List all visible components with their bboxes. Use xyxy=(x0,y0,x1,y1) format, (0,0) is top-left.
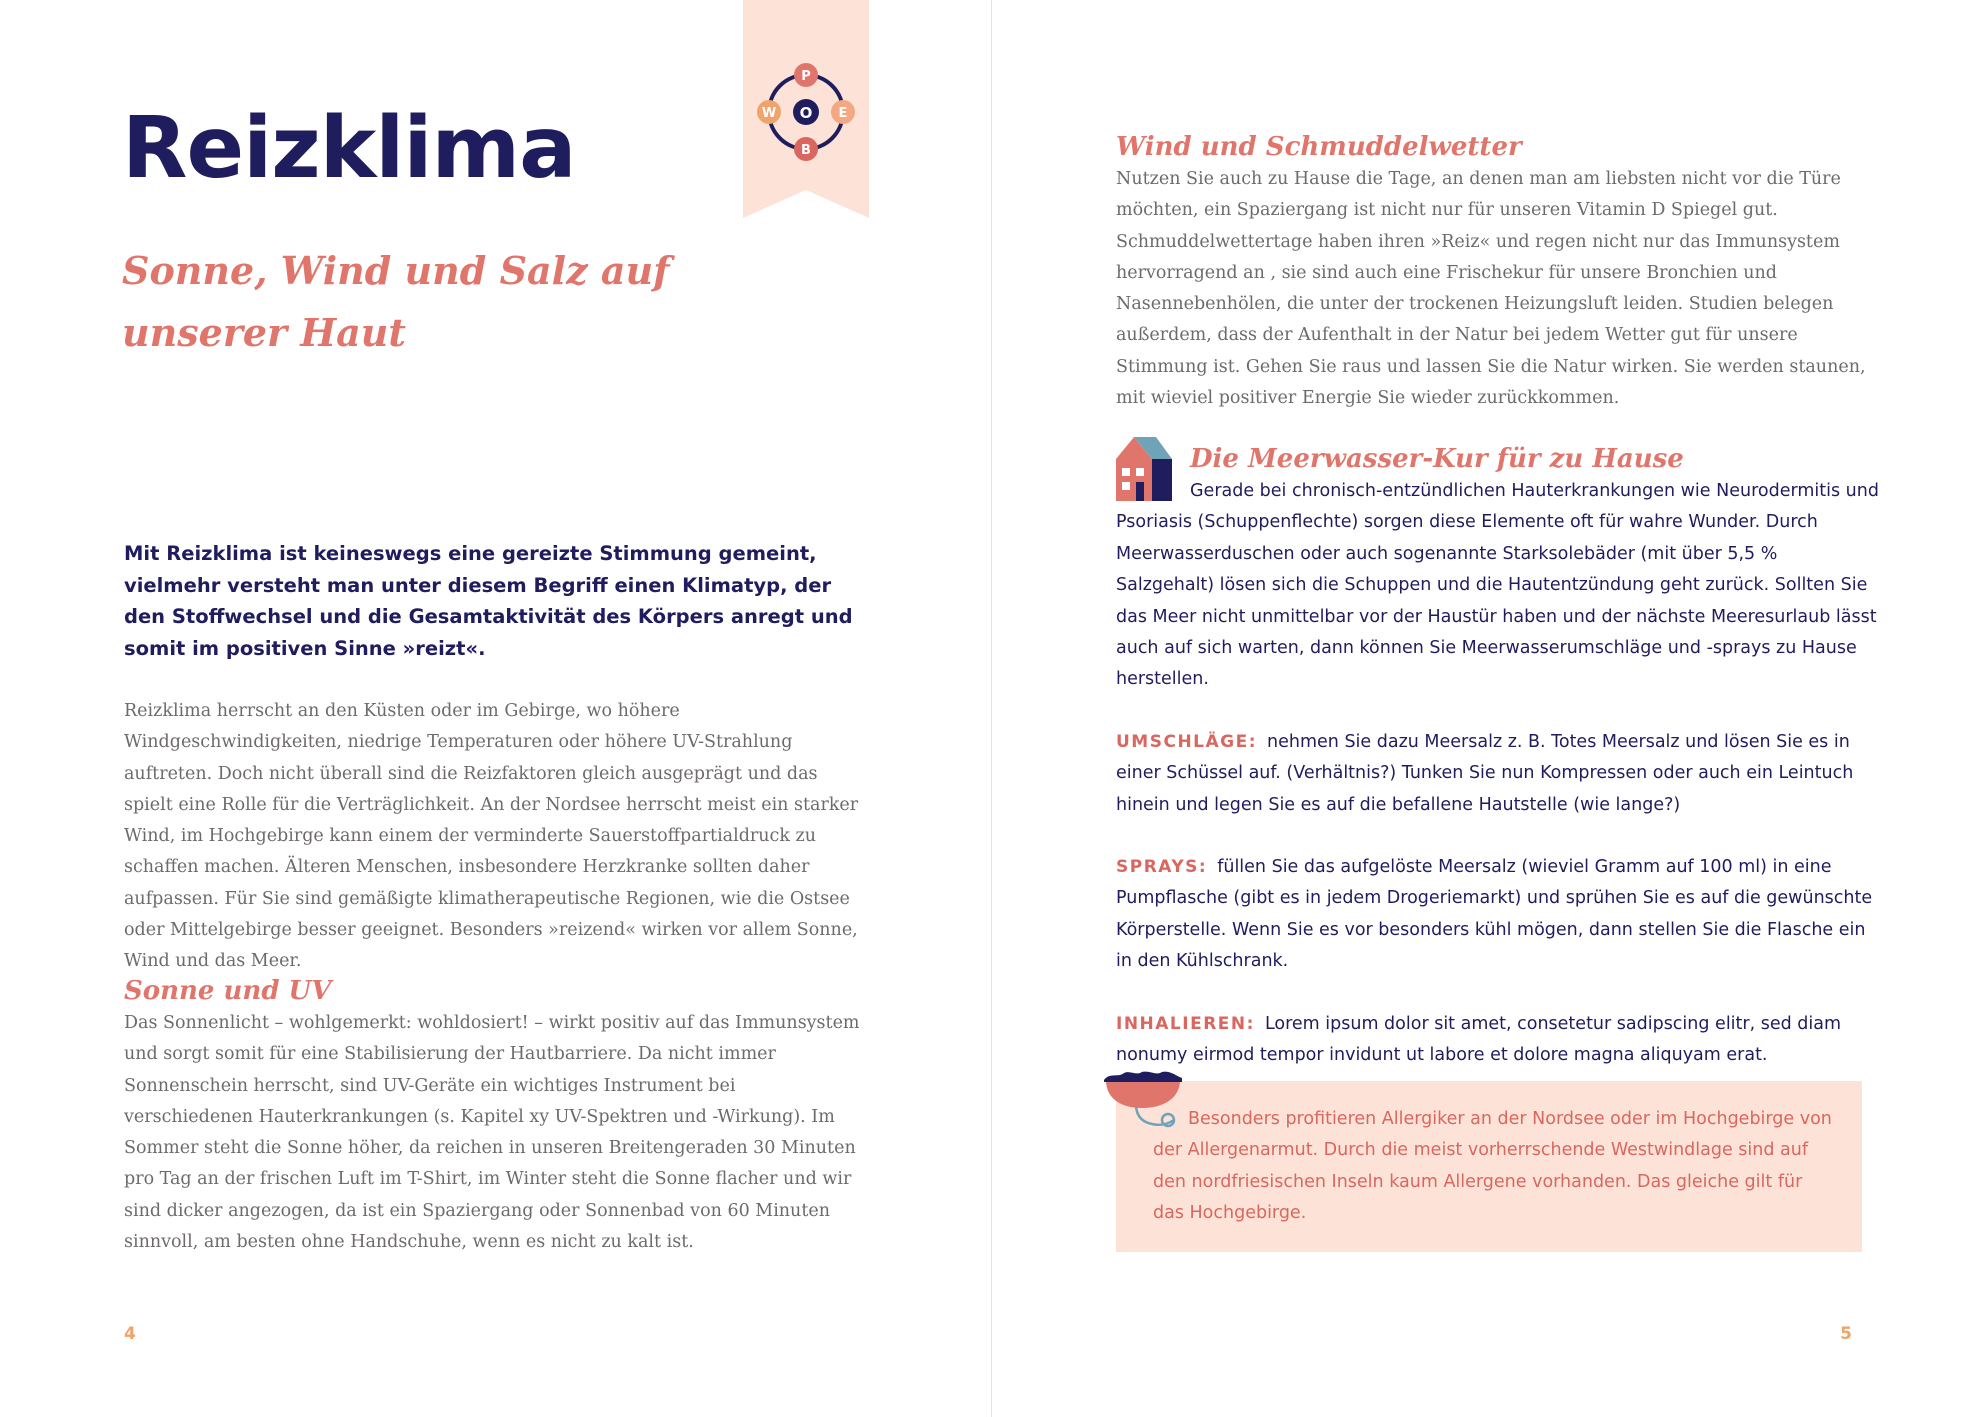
sea-heading: Die Meerwasser-Kur für zu Hause xyxy=(1190,444,1684,474)
sun-section xyxy=(124,974,869,1258)
badge-letter-left: W xyxy=(761,106,777,121)
wind-heading: Wind und Schmuddelwetter xyxy=(1116,132,1522,162)
left-page xyxy=(0,0,991,1417)
badge-letter-center: O xyxy=(799,104,813,122)
wind-paragraph: Nutzen Sie auch zu Hause die Tage, an denen man am liebsten nicht vor die Türe möchten, ein Spaziergang ist nicht nur für unseren Vitamin D Spiegel gut. Schmuddelwettertage haben ihren »Reiz« und regen nicht nur das Immunsystem hervorragend an , sie sind auch eine Frischekur für unsere Bronchien und Nasennebenhölen, die unter der trockenen Heizungsluft leiden. Studien belegen außerdem, dass der Aufenthalt in der Natur bei jedem Wetter gut für unsere Stimmung ist. Gehen Sie raus und lassen Sie die Natur wirken. Sie werden staunen, mit wieviel positiver Energie Sie wieder zurückkommen. xyxy=(1116,169,1866,409)
bookmark-ribbon xyxy=(743,0,869,218)
page-number-left: 4 xyxy=(124,1324,136,1344)
item-sprays xyxy=(1116,852,1880,978)
badge-letter-top: P xyxy=(801,69,811,84)
page-subtitle: Sonne, Wind und Salz auf unserer Haut xyxy=(122,248,670,355)
item-text: Lorem ipsum dolor sit amet, consetetur sadipscing elitr, sed diam nonumy eirmod tempor invidunt ut labore et dolore magna aliquyam erat. xyxy=(1116,1013,1842,1066)
page-title: Reizklima xyxy=(122,99,576,198)
sea-intro: Gerade bei chronisch-entzündlichen Hauterkrankungen wie Neurodermitis und Psoriasis (Schuppenflechte) sorgen diese Elemente oft für wahre Wunder. Durch Meerwasserduschen oder auch sogenannte Starksolebäder (mit über 5,5 % Salzgehalt) lösen sich die Schuppen und die Hautentzündung geht zurück. Sollten Sie das Meer nicht unmittelbar vor der Haustür haben und der nächste Meeresurlaub lässt auch auf sich warten, dann können Sie Meerwasserumschläge und -sprays zu Hause herstellen. xyxy=(1116,481,1879,690)
sun-paragraph: Das Sonnenlicht – wohlgemerkt: wohldosiert! – wirkt positiv auf das Immunsystem und sorgt somit für eine Stabilisierung der Hautbarriere. Da nicht immer Sonnenschein herrscht, sind UV-Geräte ein wichtiges Instrument bei verschiedenen Hauterkrankungen (s. Kapitel xy UV-Spektren und -Wirkung). Im Sommer steht die Sonne höher, da reichen in unseren Breitengeraden 30 Minuten pro Tag an der frischen Luft im T-Shirt, im Winter steht die Sonne flacher und wir sind dicker angezogen, da ist ein Spaziergang oder Sonnenbad von 60 Minuten sinnvoll, am besten ohne Handschuhe, wenn es nicht zu kalt ist. xyxy=(124,1013,860,1253)
intro-section xyxy=(124,696,869,978)
intro-paragraph: Reizklima herrscht an den Küsten oder im Gebirge, wo höhere Windgeschwindigkeiten, niedrige Temperaturen oder höhere UV-Strahlung auftreten. Doch nicht überall sind die Reizfaktoren gleich ausgeprägt und das spielt eine Rolle für die Verträglichkeit. An der Nordsee herrscht meist ein starker Wind, im Hochgebirge kann einem der verminderte Sauerstoffpartialdruck zu schaffen machen. Älteren Menschen, insbesondere Herzkranke sollten daher aufpassen. Für Sie sind gemäßigte klimatherapeutische Regionen, wie die Ostsee oder Mittelgebirge besser geeignet. Besonders »reizend« wirken vor allem Sonne, Wind und das Meer. xyxy=(124,701,859,972)
flower-icon xyxy=(1102,1070,1186,1132)
item-text: nehmen Sie dazu Meersalz z. B. Totes Meersalz und lösen Sie es in einer Schüssel auf. (Verhältnis?) Tunken Sie nun Kompressen oder auch ein Leintuch hinein und legen Sie es auf die befallene Hautstelle (wie lange?) xyxy=(1116,731,1854,815)
page-number-right: 5 xyxy=(1840,1324,1852,1344)
sea-section xyxy=(1116,442,1880,1072)
item-text: füllen Sie das aufgelöste Meersalz (wieviel Gramm auf 100 ml) in eine Pumpflasche (gibt es in jedem Drogeriemarkt) und sprühen Sie es auf die gewünschte Körperstelle. Wenn Sie es vor besonders kühl mögen, dann stellen Sie die Flasche ein in den Kühlschrank. xyxy=(1116,857,1873,972)
sun-heading: Sonne und UV xyxy=(124,976,332,1006)
tip-text: Besonders profitieren Allergiker an der Nordsee oder im Hochgebirge von der Allergenarmut. Durch die meist vorherrschende Westwindlage sind auf den nordfriesischen Inseln kaum Allergene vorhanden. Das gleiche gilt für das Hochgebirge. xyxy=(1153,1109,1832,1224)
item-label: UMSCHLÄGE: xyxy=(1116,731,1258,752)
badge-letter-right: E xyxy=(838,106,848,121)
badge-letter-bottom: B xyxy=(801,143,811,158)
item-label: INHALIEREN: xyxy=(1116,1013,1255,1034)
item-inhale xyxy=(1116,1009,1880,1072)
item-compresses xyxy=(1116,727,1880,821)
item-label: SPRAYS: xyxy=(1116,857,1208,878)
lead-paragraph: Mit Reizklima ist keineswegs eine gereizte Stimmung gemeint, vielmehr versteht man unter diesem Begriff einen Klimatyp, der den Stoffwechsel und die Gesamtaktivität des Körpers anregt und somit im positiven Sinne »reizt«. xyxy=(124,542,853,660)
wind-section xyxy=(1116,130,1880,414)
